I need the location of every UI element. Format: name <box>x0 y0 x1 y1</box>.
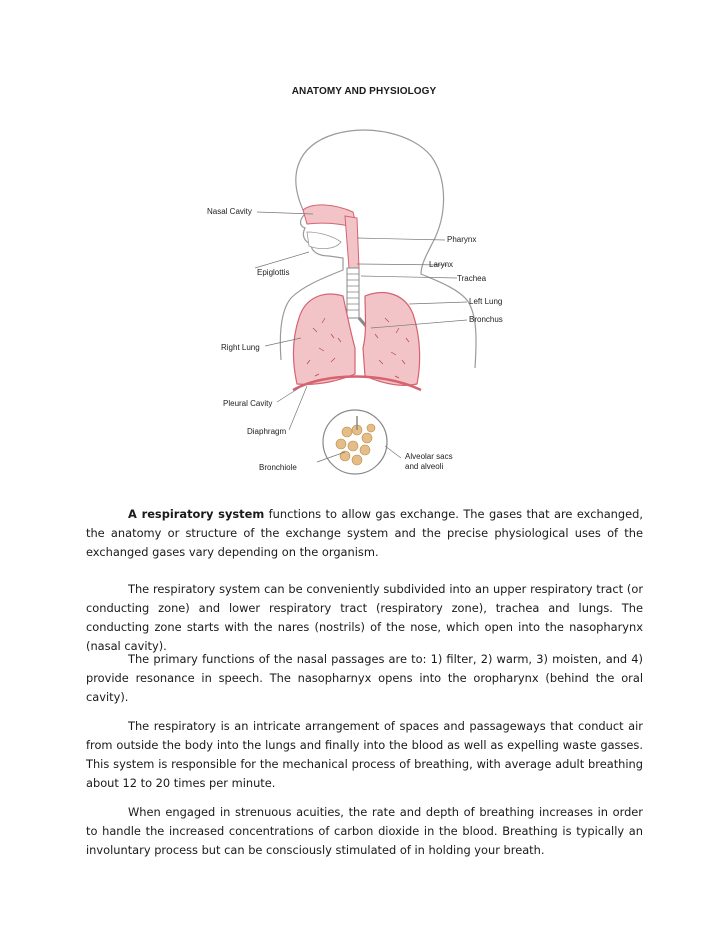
paragraph-3 <box>86 650 643 707</box>
label-larynx: Larynx <box>429 260 454 269</box>
label-pleural-cavity: Pleural Cavity <box>223 399 273 408</box>
paragraph-1-text: functions to allow gas exchange. The gases that are exchanged, the anatomy or structure of the exchange system and the precise physiological uses of the exchanged gases vary depending on the organism. <box>86 507 643 559</box>
right-lung-shape <box>294 294 356 384</box>
paragraph-3-text: The primary functions of the nasal passages are to: 1) filter, 2) warm, 3) moisten, and 4) provide resonance in speech. The nasopharnyx opens into the oropharynx (behind the oral cavity). <box>86 652 643 704</box>
label-right-lung: Right Lung <box>221 343 260 352</box>
paragraph-1-bold: A respiratory system <box>128 507 265 521</box>
paragraph-2-text: The respiratory system can be conveniently subdivided into an upper respiratory tract (or conducting zone) and lower respiratory tract (respiratory zone), trachea and lungs. The conducting zone starts with the nares (nostrils) of the nose, which open into the nasopharynx (nasal cavity). <box>86 582 643 653</box>
mouth-shape <box>307 232 341 249</box>
paragraph-2 <box>86 580 643 656</box>
diagram-svg <box>195 128 535 484</box>
label-diaphragm: Diaphragm <box>247 427 287 436</box>
label-alveoli: and alveoli <box>405 462 444 471</box>
page-title: ANATOMY AND PHYSIOLOGY <box>291 86 437 97</box>
label-bronchiole: Bronchiole <box>259 463 297 472</box>
label-nasal-cavity: Nasal Cavity <box>207 207 252 216</box>
paragraph-4 <box>86 717 643 793</box>
paragraph-1 <box>86 505 643 562</box>
paragraph-5 <box>86 803 643 860</box>
pharynx-shape <box>345 216 359 268</box>
trachea-shape <box>347 268 359 318</box>
left-lung-shape <box>363 293 420 386</box>
paragraph-4-text: The respiratory is an intricate arrangement of spaces and passageways that conduct air from outside the body into the lungs and finally into the blood as well as expelling waste gasses. This system is responsible for the mechanical process of breathing, with average adult breathing about 12 to 20 times per minute. <box>86 719 643 790</box>
respiratory-system-diagram <box>195 128 535 484</box>
label-alveolar-sacs: Alveolar sacs <box>405 452 453 461</box>
label-left-lung: Left Lung <box>469 297 503 306</box>
label-trachea: Trachea <box>457 274 487 283</box>
label-pharynx: Pharynx <box>447 235 477 244</box>
paragraph-5-text: When engaged in strenuous acuities, the rate and depth of breathing increases in order to handle the increased concentrations of carbon dioxide in the blood. Breathing is typically an involuntary process but can be consciously stimulated of in holding your breath. <box>86 805 643 857</box>
label-bronchus: Bronchus <box>469 315 503 324</box>
label-epiglottis: Epiglottis <box>257 268 290 277</box>
